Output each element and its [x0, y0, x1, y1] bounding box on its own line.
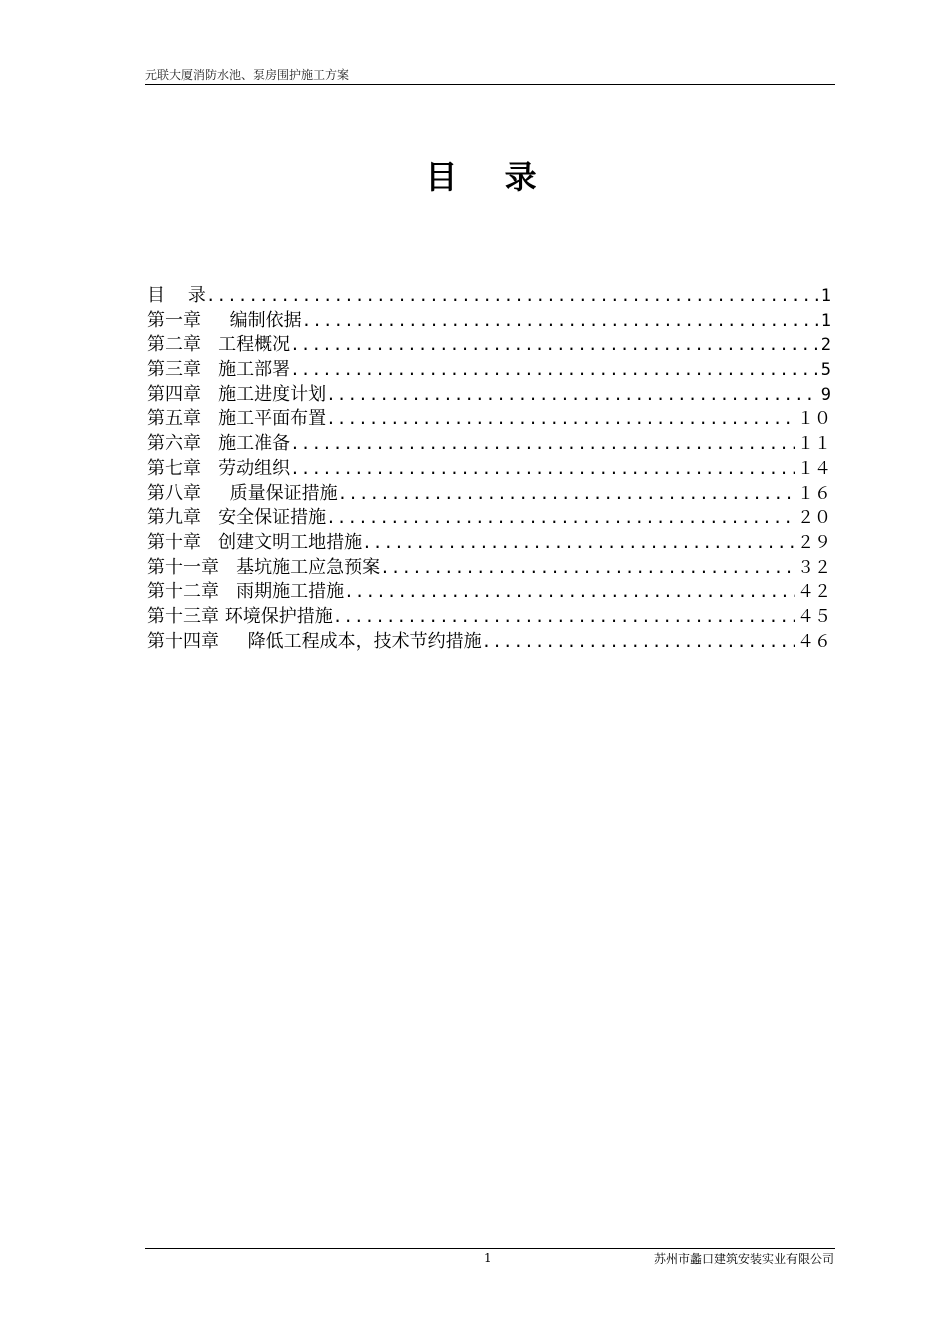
toc-entry-label: 第六章 施工准备: [147, 433, 291, 455]
table-of-contents: [147, 284, 831, 654]
toc-leader-dots: [338, 482, 795, 507]
toc-entry-page: ２９: [797, 532, 831, 553]
toc-entry-page: 2: [820, 335, 831, 356]
toc-entry-label: 第九章 安全保证措施: [147, 507, 327, 529]
toc-leader-dots: [482, 630, 795, 655]
toc-leader-dots: [344, 580, 795, 605]
toc-entry-page: １０: [797, 409, 831, 430]
toc-entry[interactable]: [147, 407, 831, 432]
toc-entry[interactable]: [147, 605, 831, 630]
toc-leader-dots: [380, 556, 795, 581]
toc-entry-page: 5: [820, 360, 831, 381]
toc-entry[interactable]: [147, 432, 831, 457]
toc-entry-page: 9: [820, 384, 831, 405]
toc-entry[interactable]: [147, 531, 831, 556]
toc-entry-label: 第十四章 降低工程成本，技术节约措施: [147, 630, 482, 652]
toc-entry-label: 第十二章 雨期施工措施: [147, 581, 345, 603]
toc-entry[interactable]: [147, 630, 831, 655]
toc-leader-dots: [290, 358, 819, 383]
toc-entry-page: １１: [797, 434, 831, 455]
toc-entry[interactable]: [147, 383, 831, 408]
toc-entry[interactable]: [147, 333, 831, 358]
toc-entry[interactable]: [147, 556, 831, 581]
toc-entry-label: 第八章 质量保证措施: [147, 482, 338, 504]
toc-leader-dots: [326, 506, 795, 531]
toc-entry[interactable]: [147, 482, 831, 507]
toc-entry-page: ３２: [797, 557, 831, 578]
toc-entry-label: 目 录: [147, 285, 206, 306]
toc-entry-label: 第十章 创建文明工地措施: [147, 531, 363, 553]
toc-entry-label: 第四章 施工进度计划: [147, 383, 327, 405]
toc-leader-dots: [206, 284, 819, 309]
toc-entry-page: ４５: [797, 606, 831, 627]
footer-company-name: 苏州市蠡口建筑安装实业有限公司: [653, 1252, 834, 1266]
toc-entry-label: 第二章 工程概况: [147, 334, 291, 356]
toc-entry-label: 第七章 劳动组织: [147, 457, 291, 479]
toc-entry-page: １６: [797, 483, 831, 504]
toc-entry[interactable]: [147, 580, 831, 605]
toc-entry-label: 第十一章 基坑施工应急预案: [147, 556, 381, 578]
toc-entry[interactable]: [147, 506, 831, 531]
header-rule: [145, 84, 835, 85]
toc-entry[interactable]: [147, 457, 831, 482]
toc-entry-label: 第三章 施工部署: [147, 359, 291, 381]
toc-leader-dots: [302, 309, 819, 334]
toc-leader-dots: [326, 383, 819, 408]
toc-entry-label: 第十三章 环境保护措施: [147, 605, 333, 627]
toc-leader-dots: [333, 605, 795, 630]
toc-entry[interactable]: [147, 309, 831, 334]
toc-entry-page: １４: [797, 458, 831, 479]
toc-leader-dots: [362, 531, 795, 556]
toc-entry-label: 第一章 编制依据: [147, 309, 302, 331]
toc-entry-page: ４６: [797, 631, 831, 652]
footer-rule: [145, 1248, 835, 1249]
toc-entry-page: 1: [820, 286, 831, 306]
toc-leader-dots: [290, 333, 819, 358]
toc-leader-dots: [290, 432, 795, 457]
toc-entry-page: 1: [820, 310, 831, 331]
toc-entry[interactable]: [147, 284, 831, 309]
running-header: 元联大厦消防水池、泵房围护施工方案: [145, 68, 350, 82]
toc-entry[interactable]: [147, 358, 831, 383]
page-title: 目 录: [425, 158, 555, 196]
toc-entry-page: ４２: [797, 582, 831, 603]
toc-entry-page: ２０: [797, 508, 831, 529]
toc-entry-label: 第五章 施工平面布置: [147, 408, 327, 430]
toc-leader-dots: [290, 457, 795, 482]
toc-leader-dots: [326, 407, 795, 432]
footer-page-number: 1: [484, 1251, 492, 1265]
